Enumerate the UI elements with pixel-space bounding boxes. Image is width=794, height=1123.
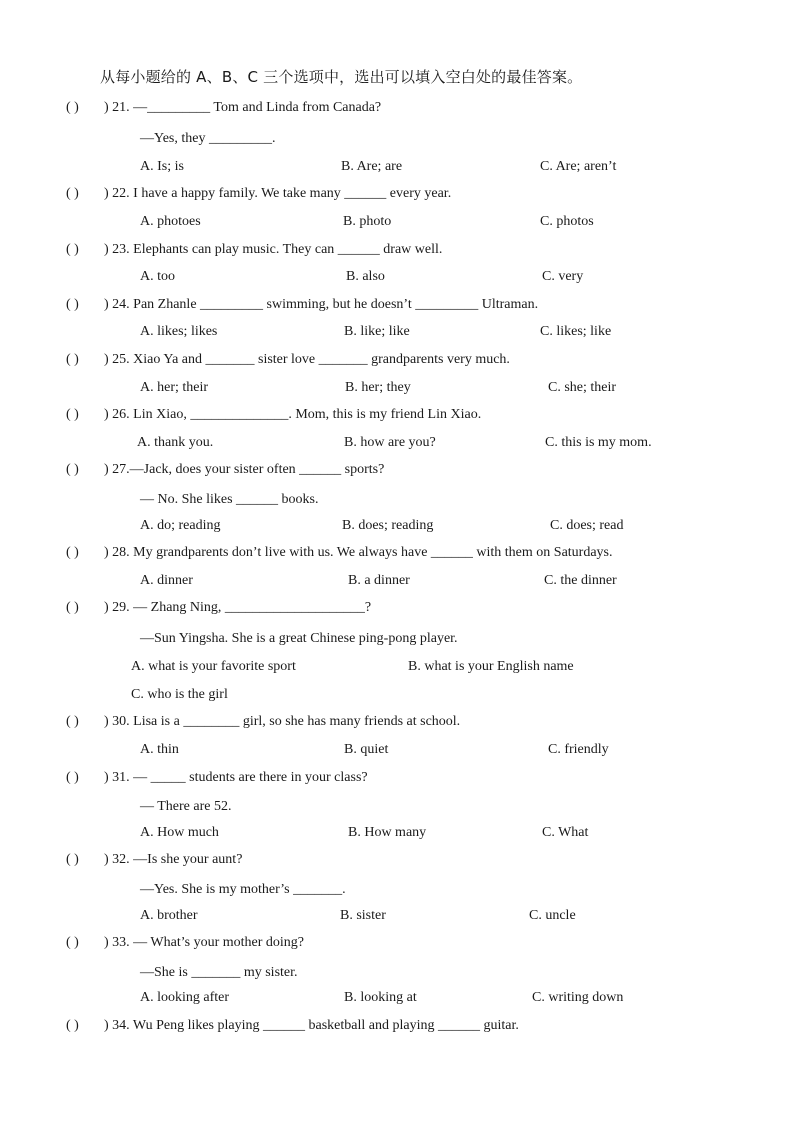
question-34: ) 34. Wu Peng likes playing ______ basketball and playing ______ guitar.	[104, 1018, 519, 1033]
option-c: C. friendly	[548, 742, 609, 757]
option-a: A. what is your favorite sport	[131, 659, 296, 674]
option-c: C. does; read	[550, 518, 624, 533]
option-b: B. a dinner	[348, 573, 410, 588]
answer-blank[interactable]: ( )	[66, 297, 79, 312]
instructions: 从每小题给的 A、B、C 三个选项中，选出可以填入空白处的最佳答案。	[100, 68, 583, 86]
question-27-response: — No. She likes ______ books.	[140, 492, 319, 507]
answer-blank[interactable]: ( )	[66, 1018, 79, 1033]
option-c: C. likes; like	[540, 324, 612, 339]
option-c: C. Are; aren’t	[540, 159, 617, 174]
answer-blank[interactable]: ( )	[66, 186, 79, 201]
option-a: A. Is; is	[140, 159, 184, 174]
option-c: C. writing down	[532, 990, 624, 1005]
option-c: C. photos	[540, 214, 594, 229]
option-a: A. thank you.	[137, 435, 214, 450]
option-a: A. likes; likes	[140, 324, 218, 339]
question-22: ) 22. I have a happy family. We take many ______ every year.	[104, 186, 452, 201]
question-26: ) 26. Lin Xiao, ______________. Mom, this is my friend Lin Xiao.	[104, 407, 482, 422]
answer-blank[interactable]: ( )	[66, 545, 79, 560]
question-32: ) 32. —Is she your aunt?	[104, 852, 243, 867]
answer-blank[interactable]: ( )	[66, 935, 79, 950]
answer-blank[interactable]: ( )	[66, 242, 79, 257]
question-29: ) 29. — Zhang Ning, ____________________?	[104, 600, 372, 615]
answer-blank[interactable]: ( )	[66, 407, 79, 422]
question-29-response: —Sun Yingsha. She is a great Chinese ping-pong player.	[140, 631, 458, 646]
question-27: ) 27.—Jack, does your sister often ______ sports?	[104, 462, 385, 477]
answer-blank[interactable]: ( )	[66, 852, 79, 867]
option-b: B. like; like	[344, 324, 410, 339]
option-c: C. who is the girl	[131, 687, 228, 702]
option-b: B. does; reading	[342, 518, 434, 533]
option-b: B. How many	[348, 825, 427, 840]
answer-blank[interactable]: ( )	[66, 600, 79, 615]
answer-blank[interactable]: ( )	[66, 714, 79, 729]
option-b: B. Are; are	[341, 159, 403, 174]
answer-blank[interactable]: ( )	[66, 770, 79, 785]
option-b: B. how are you?	[344, 435, 436, 450]
option-b: B. looking at	[344, 990, 417, 1005]
option-b: B. photo	[343, 214, 392, 229]
question-31: ) 31. — _____ students are there in your class?	[104, 770, 368, 785]
question-23: ) 23. Elephants can play music. They can ______ draw well.	[104, 242, 443, 257]
option-b: B. her; they	[345, 380, 411, 395]
option-c: C. uncle	[529, 908, 576, 923]
option-c: C. What	[542, 825, 589, 840]
question-24: ) 24. Pan Zhanle _________ swimming, but he doesn’t _________ Ultraman.	[104, 297, 539, 312]
question-21: ) 21. —_________ Tom and Linda from Canada?	[104, 100, 382, 115]
option-b: B. what is your English name	[408, 659, 574, 674]
answer-blank[interactable]: ( )	[66, 352, 79, 367]
question-30: ) 30. Lisa is a ________ girl, so she has many friends at school.	[104, 714, 461, 729]
option-b: B. quiet	[344, 742, 389, 757]
option-c: C. she; their	[548, 380, 617, 395]
option-a: A. How much	[140, 825, 219, 840]
option-c: C. the dinner	[544, 573, 617, 588]
option-b: B. sister	[340, 908, 386, 923]
option-a: A. her; their	[140, 380, 209, 395]
answer-blank[interactable]: ( )	[66, 462, 79, 477]
question-33: ) 33. — What’s your mother doing?	[104, 935, 304, 950]
question-33-response: —She is _______ my sister.	[140, 965, 298, 980]
question-31-response: — There are 52.	[140, 799, 232, 814]
answer-blank[interactable]: ( )	[66, 100, 79, 115]
option-a: A. brother	[140, 908, 198, 923]
option-a: A. do; reading	[140, 518, 221, 533]
option-a: A. too	[140, 269, 175, 284]
question-28: ) 28. My grandparents don’t live with us. We always have ______ with them on Saturdays.	[104, 545, 613, 560]
option-c: C. very	[542, 269, 584, 284]
question-25: ) 25. Xiao Ya and _______ sister love _______ grandparents very much.	[104, 352, 510, 367]
option-a: A. looking after	[140, 990, 230, 1005]
option-a: A. dinner	[140, 573, 193, 588]
question-32-response: —Yes. She is my mother’s _______.	[140, 882, 346, 897]
option-a: A. photoes	[140, 214, 201, 229]
option-c: C. this is my mom.	[545, 435, 652, 450]
option-a: A. thin	[140, 742, 179, 757]
option-b: B. also	[346, 269, 385, 284]
question-21-response: —Yes, they _________.	[140, 131, 276, 146]
